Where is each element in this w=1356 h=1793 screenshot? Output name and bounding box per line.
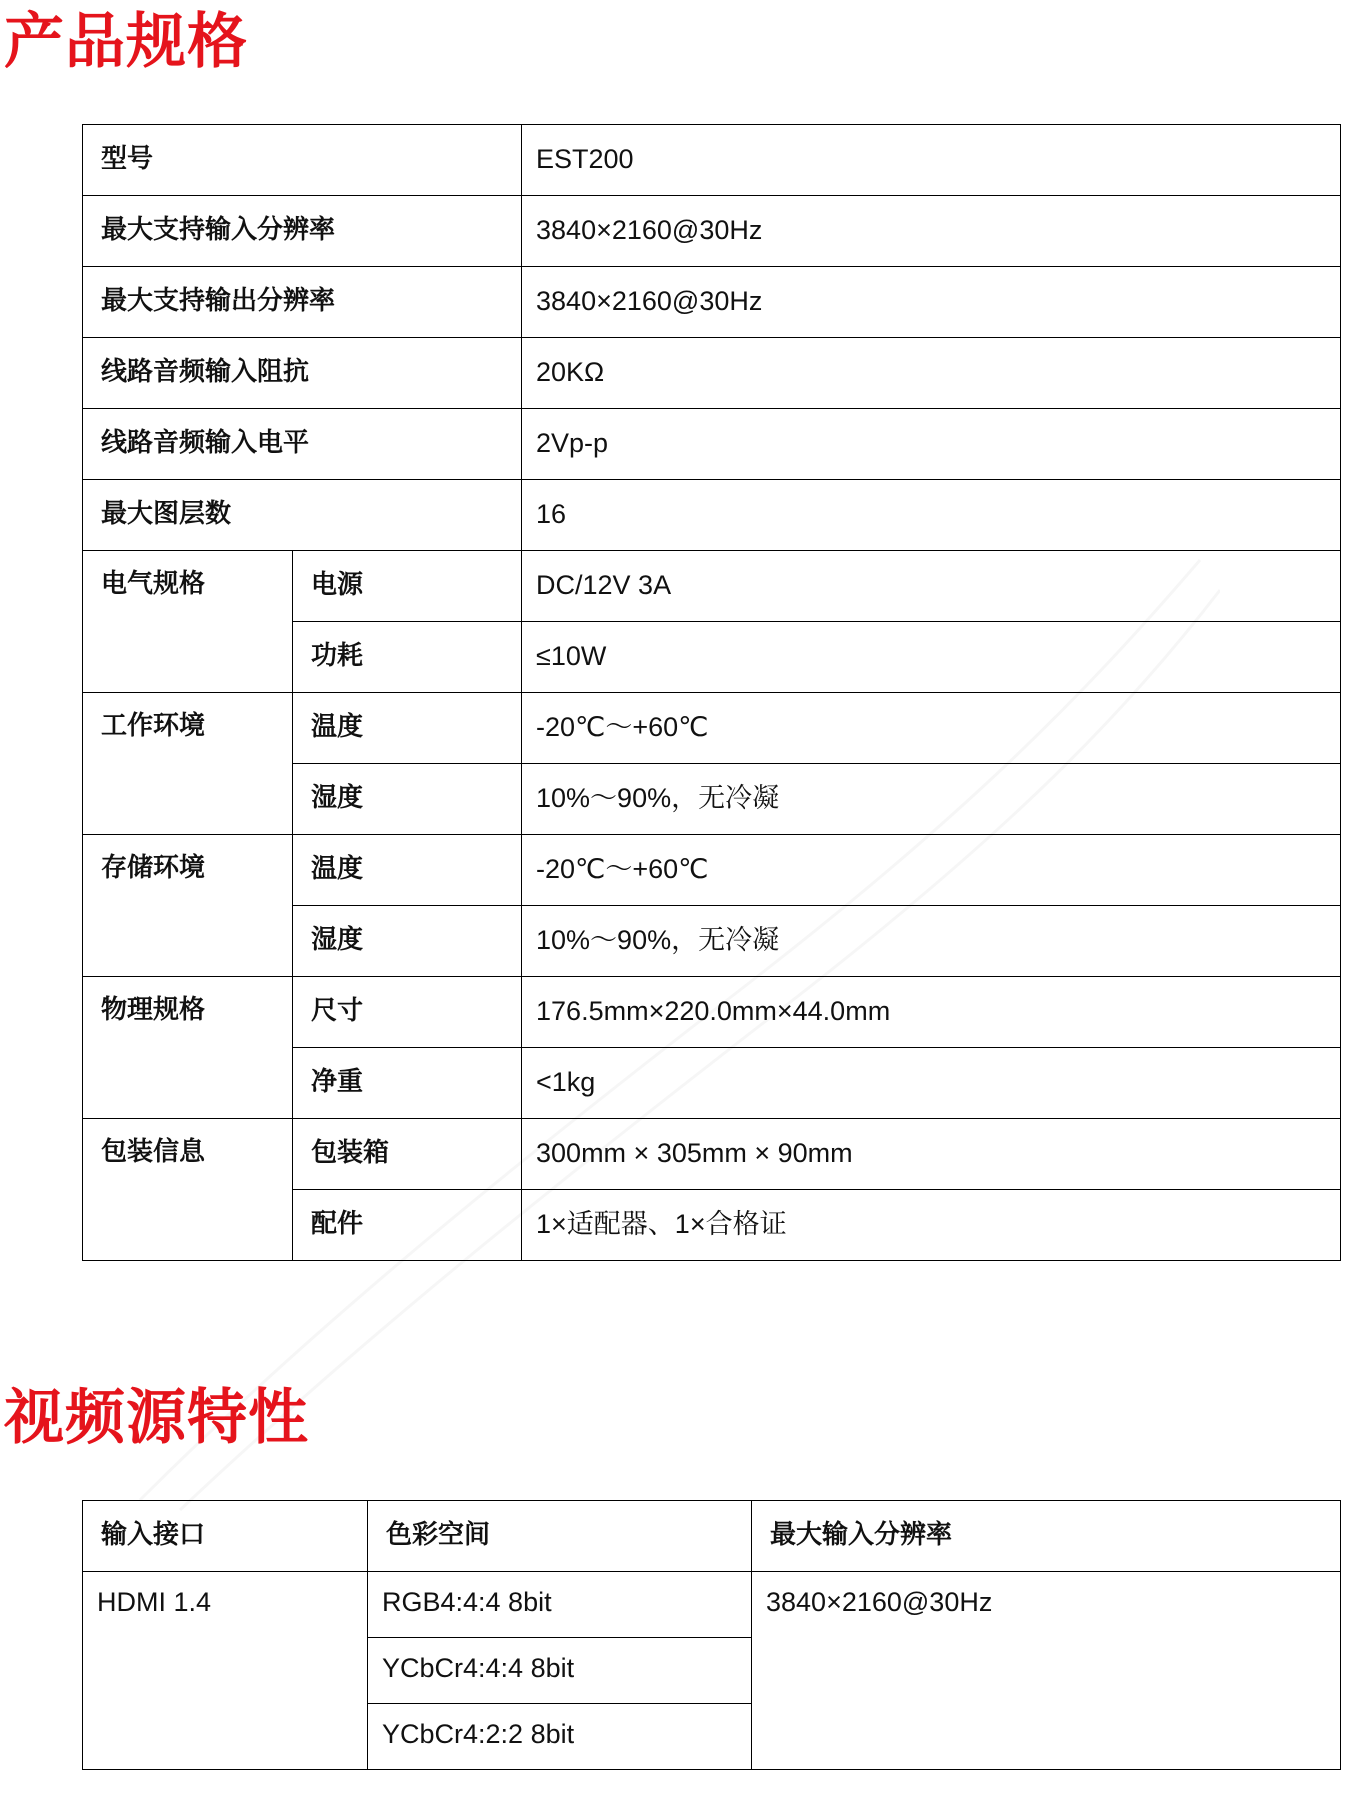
spec-label-max-layers: 最大图层数 [83, 480, 522, 551]
group-label-package: 包装信息 [83, 1119, 293, 1261]
spec-label-box: 包装箱 [293, 1119, 522, 1190]
spec-label-model: 型号 [83, 125, 522, 196]
table-row [83, 409, 1341, 480]
table-row [83, 1119, 1341, 1190]
table-row [83, 693, 1341, 764]
spec-value-audio-level: 2Vp-p [522, 409, 1341, 480]
value-color-space-2: YCbCr4:4:4 8bit [368, 1638, 752, 1704]
section-title-product-spec: 产品规格 [4, 7, 248, 77]
table-header-row [83, 1501, 1341, 1572]
spec-value-work-temp: -20℃～+60℃ [522, 693, 1341, 764]
spec-value-max-output-resolution: 3840×2160@30Hz [522, 267, 1341, 338]
spec-value-power: DC/12V 3A [522, 551, 1341, 622]
spec-value-storage-temp: -20℃～+60℃ [522, 835, 1341, 906]
table-row [83, 835, 1341, 906]
spec-value-max-layers: 16 [522, 480, 1341, 551]
header-color-space: 色彩空间 [368, 1501, 752, 1572]
spec-value-work-humidity: 10%～90%，无冷凝 [522, 764, 1341, 835]
table-row [83, 480, 1341, 551]
spec-label-max-input-resolution: 最大支持输入分辨率 [83, 196, 522, 267]
value-color-space-3: YCbCr4:2:2 8bit [368, 1704, 752, 1770]
header-interface: 输入接口 [83, 1501, 368, 1572]
video-source-table [82, 1500, 1341, 1770]
value-max-resolution: 3840×2160@30Hz [752, 1572, 1341, 1770]
spec-value-consumption: ≤10W [522, 622, 1341, 693]
spec-value-audio-impedance: 20KΩ [522, 338, 1341, 409]
group-label-physical: 物理规格 [83, 977, 293, 1119]
spec-label-max-output-resolution: 最大支持输出分辨率 [83, 267, 522, 338]
product-spec-table [82, 124, 1341, 1261]
table-row [83, 267, 1341, 338]
spec-label-size: 尺寸 [293, 977, 522, 1048]
table-row [83, 196, 1341, 267]
spec-value-size: 176.5mm×220.0mm×44.0mm [522, 977, 1341, 1048]
table-row [83, 125, 1341, 196]
spec-value-box: 300mm × 305mm × 90mm [522, 1119, 1341, 1190]
spec-label-work-temp: 温度 [293, 693, 522, 764]
spec-value-storage-humidity: 10%～90%，无冷凝 [522, 906, 1341, 977]
spec-label-audio-level: 线路音频输入电平 [83, 409, 522, 480]
spec-label-consumption: 功耗 [293, 622, 522, 693]
table-row [83, 551, 1341, 622]
spec-label-work-humidity: 湿度 [293, 764, 522, 835]
value-color-space-1: RGB4:4:4 8bit [368, 1572, 752, 1638]
spec-label-audio-impedance: 线路音频输入阻抗 [83, 338, 522, 409]
header-max-resolution: 最大输入分辨率 [752, 1501, 1341, 1572]
spec-value-model: EST200 [522, 125, 1341, 196]
spec-label-storage-temp: 温度 [293, 835, 522, 906]
table-row [83, 977, 1341, 1048]
spec-value-max-input-resolution: 3840×2160@30Hz [522, 196, 1341, 267]
spec-value-accessories: 1×适配器、1×合格证 [522, 1190, 1341, 1261]
value-interface: HDMI 1.4 [83, 1572, 368, 1770]
table-row [83, 1572, 1341, 1638]
section-title-video-source: 视频源特性 [4, 1383, 309, 1453]
group-label-work-env: 工作环境 [83, 693, 293, 835]
table-row [83, 338, 1341, 409]
spec-label-weight: 净重 [293, 1048, 522, 1119]
group-label-electrical: 电气规格 [83, 551, 293, 693]
spec-label-accessories: 配件 [293, 1190, 522, 1261]
spec-label-storage-humidity: 湿度 [293, 906, 522, 977]
spec-label-power: 电源 [293, 551, 522, 622]
group-label-storage-env: 存储环境 [83, 835, 293, 977]
spec-value-weight: <1kg [522, 1048, 1341, 1119]
